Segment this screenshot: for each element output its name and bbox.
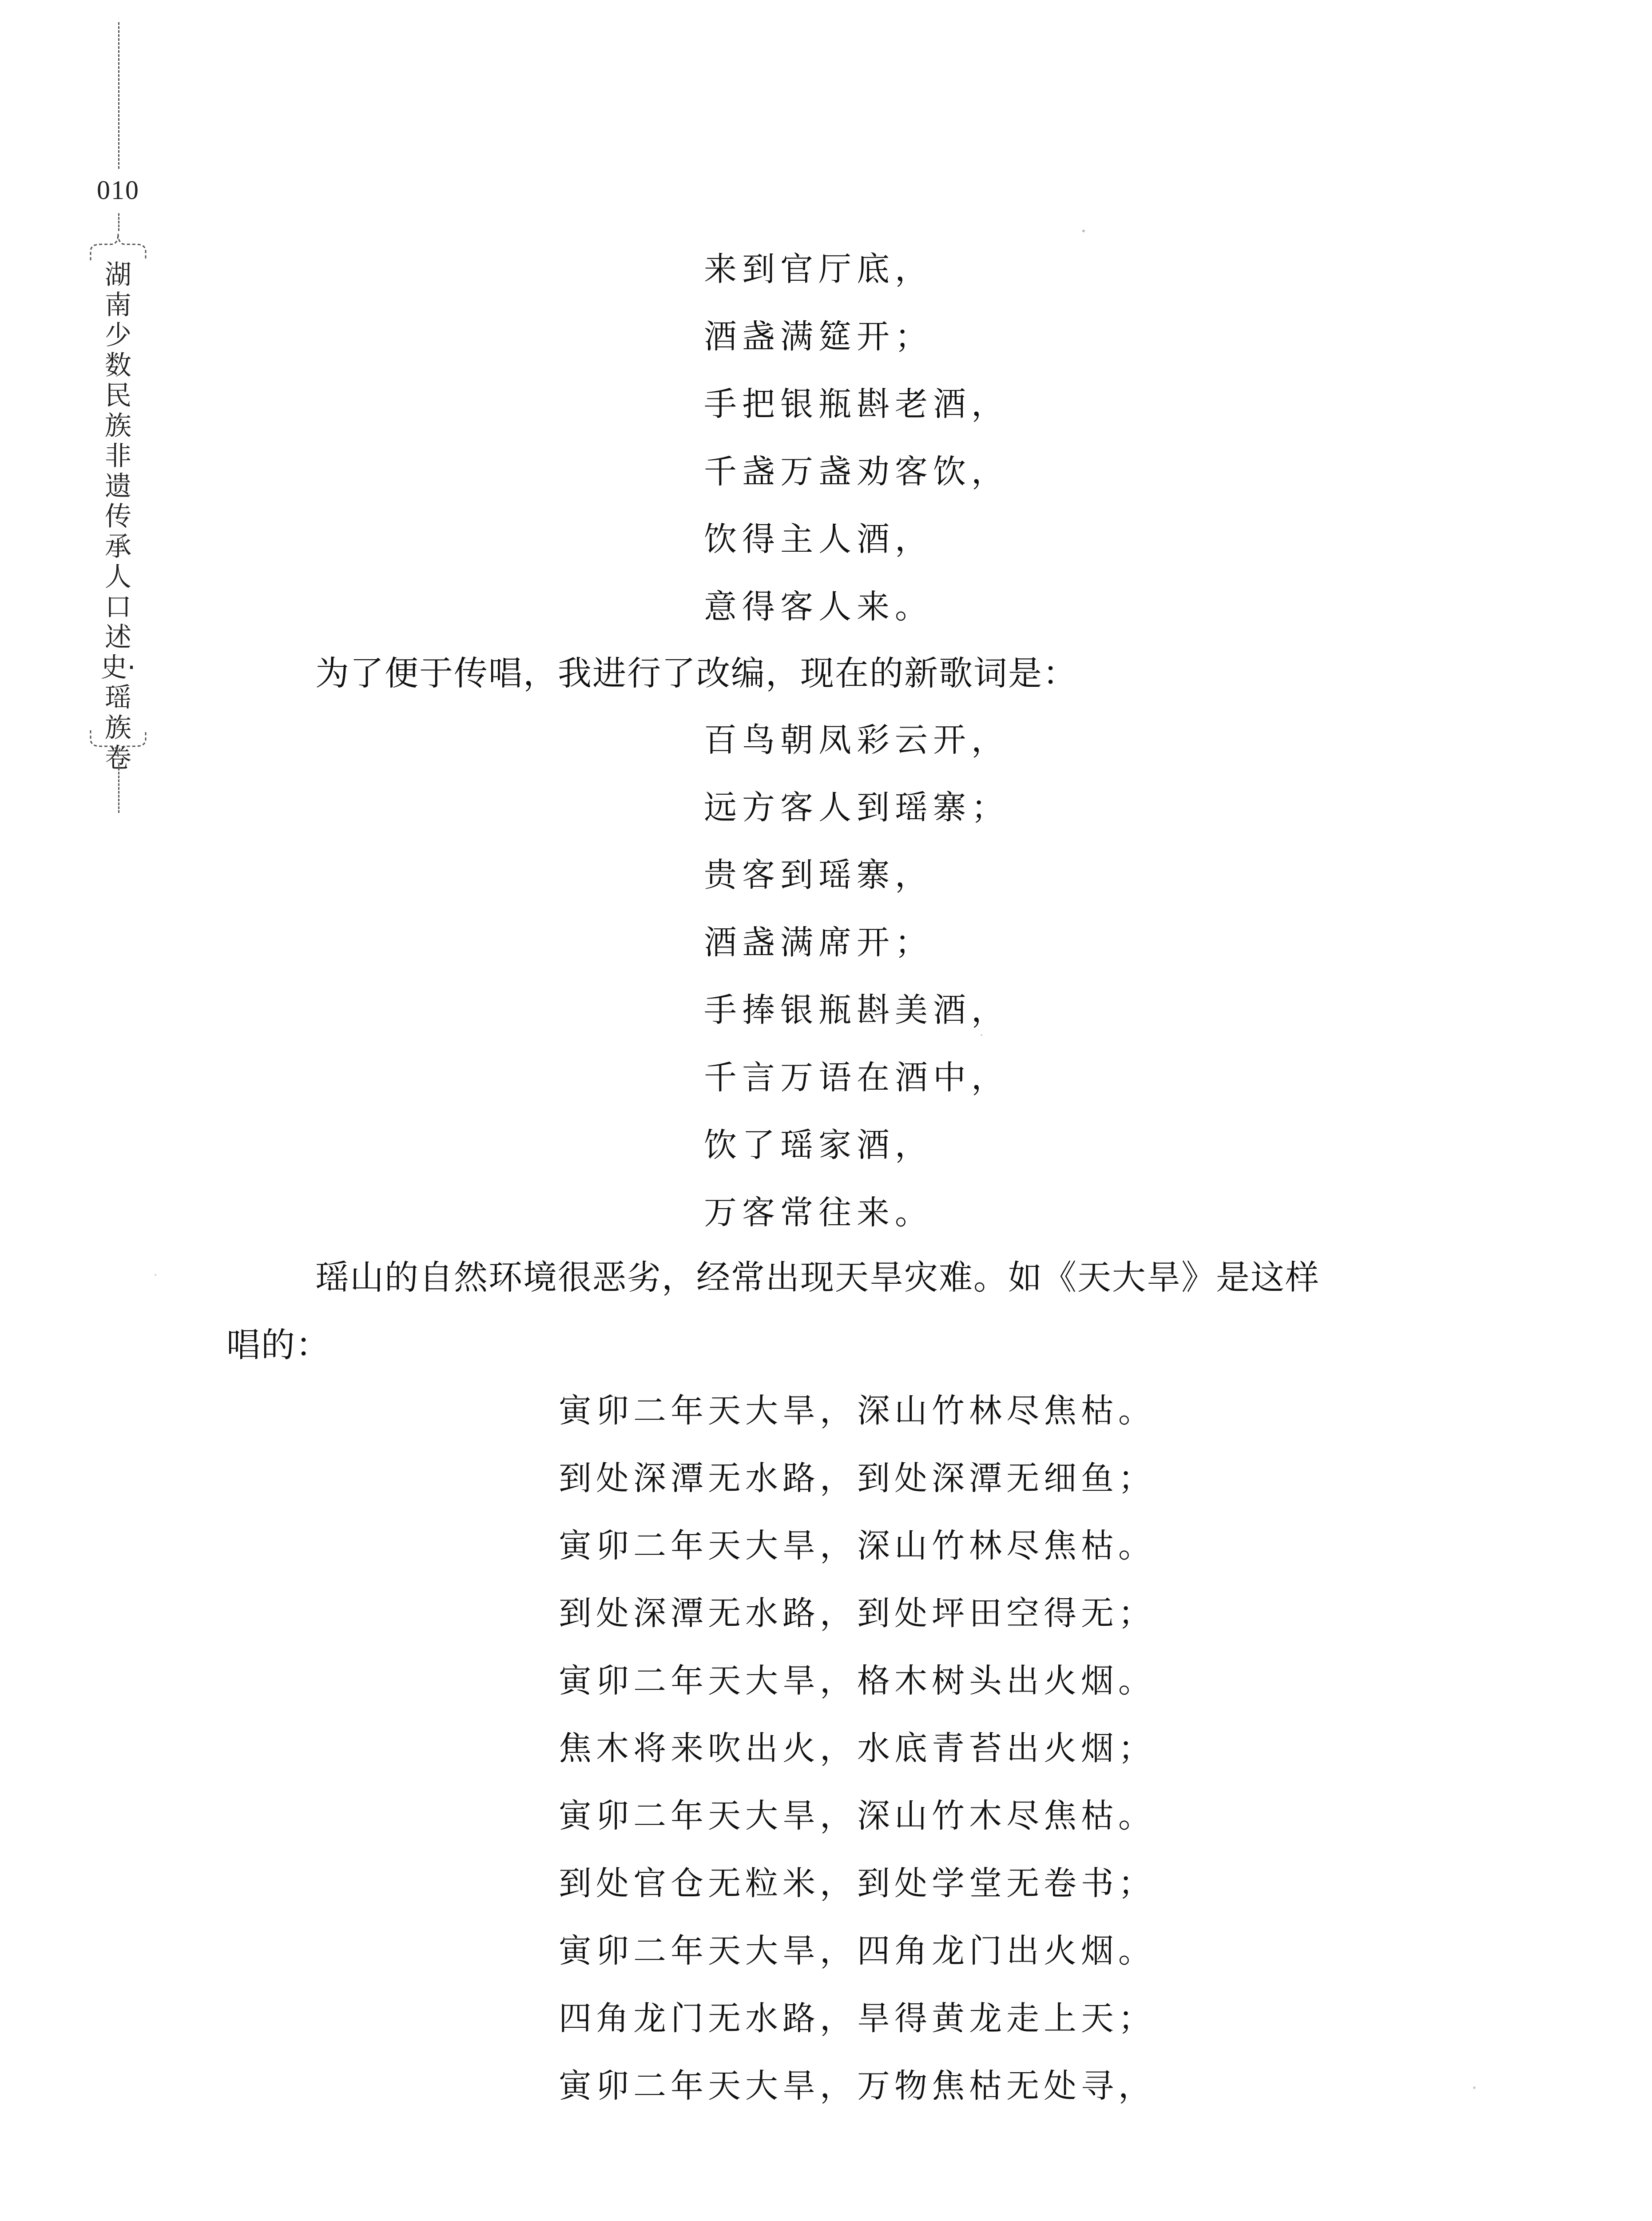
verse-line: 酒盏满筵开； — [704, 318, 933, 356]
body-paragraph: 瑶山的自然环境很恶劣，经常出现天旱灾难。如《天大旱》是这样 — [315, 1258, 1320, 1297]
verse-line: 远方客人到瑶寨； — [704, 788, 1009, 827]
header-bracket-bottom — [89, 728, 147, 760]
verse-line: 寅卯二年天大旱，格木树头出火烟。 — [559, 1662, 1156, 1700]
margin-rule-bottom — [118, 764, 119, 813]
header-bracket-top — [89, 231, 147, 262]
verse-line: 焦木将来吹出火，水底青苔出火烟； — [559, 1729, 1156, 1767]
verse-line: 贵客到瑶寨， — [704, 856, 933, 894]
verse-line: 千言万语在酒中， — [704, 1059, 1009, 1097]
body-paragraph-continued: 唱的： — [226, 1325, 330, 1365]
verse-line: 百鸟朝凤彩云开， — [704, 721, 1009, 759]
verse-line: 寅卯二年天大旱，深山竹林尽焦枯。 — [559, 1527, 1156, 1565]
verse-line: 寅卯二年天大旱，四角龙门出火烟。 — [559, 1932, 1156, 1970]
verse-line: 酒盏满席开； — [704, 923, 933, 962]
verse-line: 手把银瓶斟老酒， — [704, 385, 1009, 423]
margin-rule-middle — [118, 213, 119, 231]
series-title: 湖南少数民族非遗传承人口述史·瑶族卷 — [100, 259, 136, 774]
verse-line: 饮得主人酒， — [704, 520, 933, 558]
body-paragraph: 为了便于传唱，我进行了改编，现在的新歌词是： — [315, 653, 1077, 693]
verse-line: 到处深潭无水路，到处坪田空得无； — [559, 1594, 1156, 1632]
verse-line: 寅卯二年天大旱，深山竹林尽焦枯。 — [559, 1392, 1156, 1430]
verse-line: 万客常往来。 — [704, 1194, 933, 1232]
verse-line: 四角龙门无水路，旱得黄龙走上天； — [559, 1999, 1156, 2038]
verse-line: 到处官仓无粒米，到处学堂无卷书； — [559, 1864, 1156, 1903]
song-verse-drought — [559, 1377, 1156, 2120]
verse-line: 千盏万盏劝客饮， — [704, 453, 1009, 491]
page-number: 010 — [97, 175, 139, 205]
margin-rule-top — [118, 22, 119, 169]
verse-line: 手捧银瓶斟美酒， — [704, 991, 1009, 1029]
song-verse-original — [704, 235, 1009, 641]
verse-line: 到处深潭无水路，到处深潭无细鱼； — [559, 1459, 1156, 1497]
verse-line: 来到官厅底， — [704, 250, 933, 288]
verse-line: 寅卯二年天大旱，深山竹木尽焦枯。 — [559, 1797, 1156, 1835]
song-verse-adapted — [704, 706, 1009, 1246]
verse-line: 寅卯二年天大旱，万物焦枯无处寻， — [559, 2067, 1156, 2105]
verse-line: 意得客人来。 — [704, 588, 933, 626]
verse-line: 饮了瑶家酒， — [704, 1126, 933, 1164]
